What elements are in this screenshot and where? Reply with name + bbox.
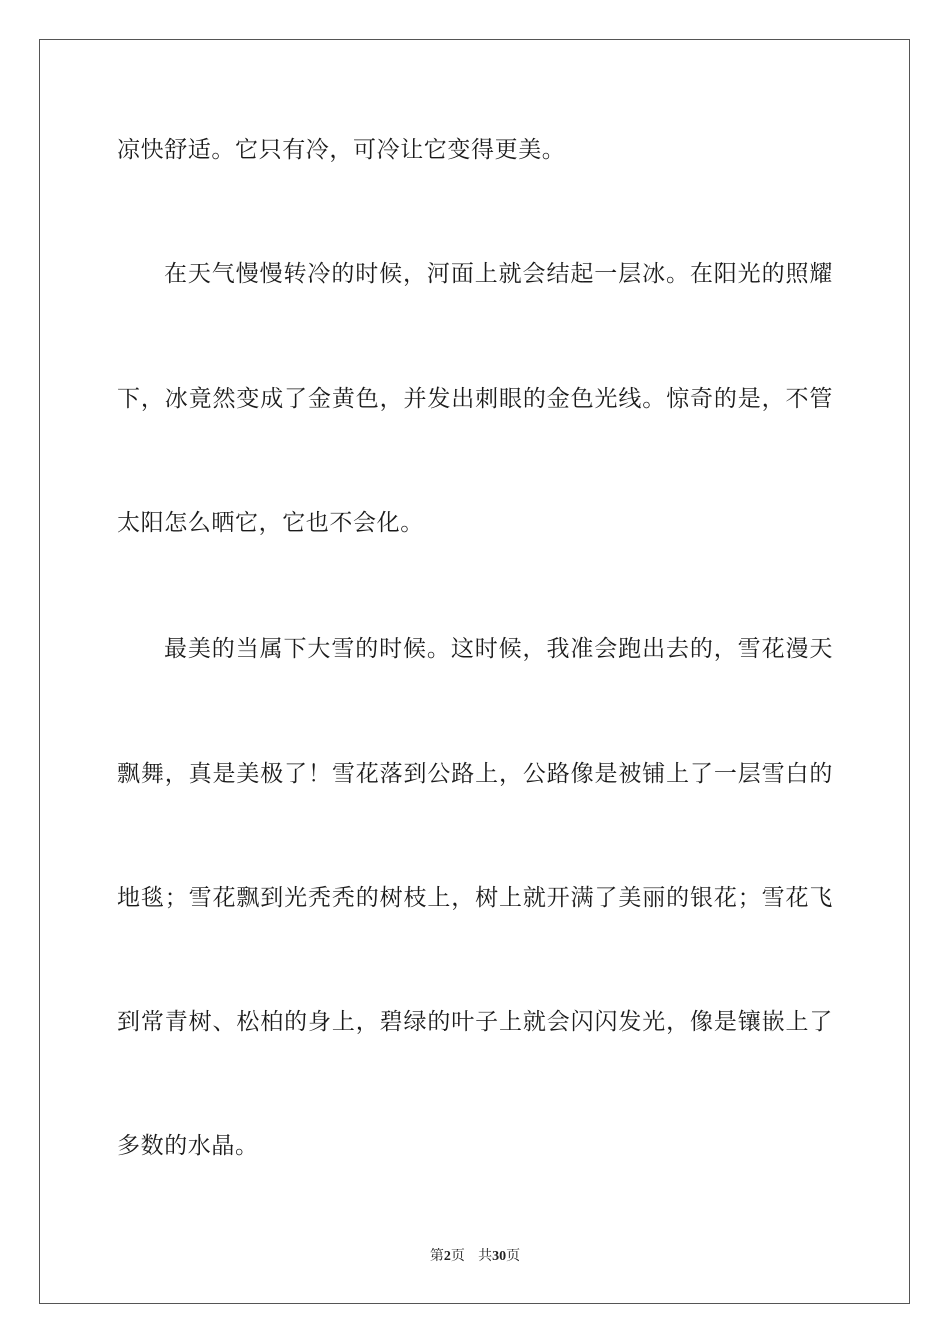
paragraph-line: 飘舞，真是美极了！雪花落到公路上，公路像是被铺上了一层雪白的: [117, 761, 833, 787]
page-prefix: 第: [429, 1248, 444, 1264]
paragraph-line: 最美的当属下大雪的时候。这时候，我准会跑出去的，雪花漫天: [164, 636, 833, 662]
page-border: [39, 39, 910, 1304]
paragraph-line: 多数的水晶。: [117, 1133, 259, 1159]
paragraph-line: 太阳怎么晒它，它也不会化。: [117, 510, 424, 536]
total-prefix: 共: [478, 1248, 493, 1264]
paragraph-line: 到常青树、松柏的身上，碧绿的叶子上就会闪闪发光，像是镶嵌上了: [117, 1009, 833, 1035]
page-suffix: 页: [450, 1248, 465, 1264]
total-suffix: 页: [506, 1248, 521, 1264]
total-pages: 30: [492, 1249, 507, 1264]
page-footer: [0, 1246, 950, 1267]
paragraph-line: 地毯；雪花飘到光秃秃的树枝上，树上就开满了美丽的银花；雪花飞: [117, 885, 833, 911]
page-number: 2: [443, 1249, 451, 1264]
paragraph-line: 在天气慢慢转冷的时候，河面上就会结起一层冰。在阳光的照耀: [164, 261, 833, 287]
paragraph-line: 下，冰竟然变成了金黄色，并发出刺眼的金色光线。惊奇的是，不管: [117, 386, 833, 412]
paragraph-line: 凉快舒适。它只有冷，可冷让它变得更美。: [117, 137, 566, 163]
